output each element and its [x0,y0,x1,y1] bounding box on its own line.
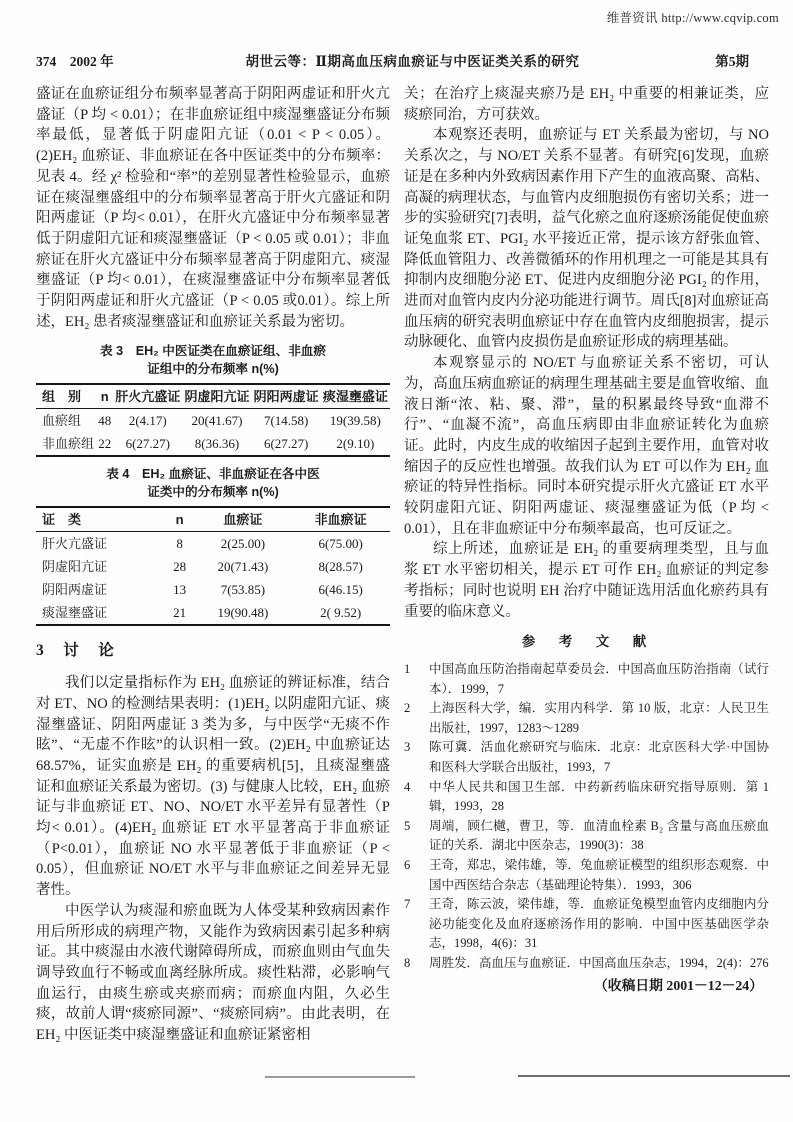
table-cell: 2(9.10) [321,432,390,456]
table-row [36,601,390,625]
reference-text: 陈可冀．活血化瘀研究与临床．北京：北京医科大学·中国协和医科大学联合出版社，1993，7 [429,740,769,774]
right-column [404,84,769,1046]
issue-number: 第5期 [715,54,749,69]
table-cell: 痰湿壅盛证 [36,601,165,625]
table-cell: 28 [173,558,187,574]
reference-text: 王奇，陈云波，梁伟雄，等．血瘀证兔模型血管内皮细胞内分泌功能变化及血府逐瘀汤作用的影响．中国中医基础医学杂志，1998，4(6)：31 [429,897,769,951]
table-cell: 血瘀组 [42,412,82,428]
table-header-cell: n [165,507,195,532]
reference-number: 8 [404,955,411,970]
table-cell: 6(46.15) [318,581,363,597]
table-row [36,578,390,601]
table-cell: 肝火亢盛证 [42,535,108,551]
table3-header-row [36,384,390,409]
table-cell: 20(41.67) [191,412,243,428]
table3-caption-line2: 证组中的分布频率 n(%) [147,361,279,376]
body-paragraph: 我们以定量指标作为 EH₂ 血瘀证的辨证标准，结合对 ET、NO 的检测结果表明：(1)EH₂ 以阴虚阳亢证、痰湿壅盛证、阴阳两虚证 3 类为多，与中医学“无痰不作眩”、“无虚不作眩”的认识相一致。(2)EH₂ 中血瘀证达 68.57%，证实血瘀是 EH₂ 的重要病机[5]，且痰湿壅盛证和血瘀证关系最为密切。(3) 与健康人比较，EH₂ 血瘀证与非血瘀证 ET、NO、NO/ET 水平差异有显著性（P 均< 0.01）。(4)EH₂ 血瘀证 ET 水平显著高于非血瘀证（P<0.01），血瘀证 NO 水平显著低于非血瘀证（P < 0.05），但血瘀证 NO/ET 水平与非血瘀证之间差异无显著性。 [36,675,390,899]
table-cell: 8(28.57) [318,558,363,574]
reference-number: 6 [404,857,411,872]
table-header-cell: 肝火亢盛证 [113,384,182,409]
scan-artifact-line [265,1076,415,1078]
table-row [36,409,390,433]
table-header-cell: 证 类 [36,507,165,532]
body-paragraph: 盛证在血瘀证组分布频率显著高于阴阳两虚证和肝火亢盛证（P 均 < 0.01）；在非血瘀证组中痰湿壅盛证分布频率最低，显著低于阴虚阳亢证（0.01 < P < 0.05）。(2)EH₂ 血瘀证、非血瘀证在各中医证类中的分布频率：见表 4。经 χ² 检验和“率”的差别显著性检验显示，血瘀证在痰湿壅盛组中的分布频率显著高于肝火亢盛证和阴阳两虚证（P 均< 0.01），在肝火亢盛证中分布频率显著低于阴虚阳亢证和痰湿壅盛证（P < 0.05 或 0.01）；非血瘀证在肝火亢盛证中分布频率显著高于阴虚阳亢、痰湿壅盛证（P 均< 0.01），在痰湿壅盛证中分布频率显著低于阴阳两虚证和肝火亢盛证（P < 0.05 或0.01）。综上所述，EH₂ 患者痰湿壅盛证和血瘀证关系最为密切。 [36,86,390,330]
scan-artifact-line [518,1075,790,1077]
reference-item [404,660,769,699]
table-cell: 2(4.17) [128,412,167,428]
reference-text: 王奇，郑忠，梁伟雄，等．兔血瘀证模型的组织形态观察．中国中西医结合杂志（基础理论特集）．1993，306 [429,857,769,892]
reference-item [404,738,769,777]
table-header-cell: 非血瘀证 [291,507,390,532]
body-paragraph: 中医学认为痰湿和瘀血既为人体受某种致病因素作用后所形成的病理产物，又能作为致病因素引起多种病证。其中痰湿由水液代谢障碍所成，而瘀血则由气血失调导致血行不畅或血离经脉所成。痰性粘滞，必影响气血运行，由痰生瘀或夹瘀而病；而瘀血内阻，久必生痰，故前人谓“痰瘀同源”、“痰瘀同病”。由此表明，在 EH₂ 中医证类中痰湿壅盛证和血瘀证紧密相 [36,902,390,1044]
body-paragraph: 综上所述，血瘀证是 EH₂ 的重要病理类型，且与血浆 ET 水平密切相关，提示 ET 可作 EH₂ 血瘀证的判定参考指标；同时也说明 EH 治疗中随证选用活血化瘀药具有重要的临床意义。 [404,541,769,620]
table-cell: 13 [173,581,187,597]
table-cell: 8(36.36) [182,432,251,456]
reference-number: 7 [404,897,411,912]
table4-header-row [36,507,390,532]
table-row [36,555,390,578]
reference-item [404,856,769,895]
reference-text: 中国高血压防治指南起草委员会．中国高血压防治指南（试行本）．1999，7 [429,661,769,696]
body-paragraph: 本观察还表明，血瘀证与 ET 关系最为密切，与 NO 关系次之，与 NO/ET 关系不显著。有研究[6]发现，血瘀证是在多种内外致病因素作用下产生的血液高聚、高粘、高凝的病理状态，与血管内皮细胞损伤有密切关系；进一步的实验研究[7]表明，益气化瘀之血府逐瘀汤能促使血瘀证兔血浆 ET、PGI₂ 水平接近正常，提示该方舒张血管、降低血管阻力、改善微循环的作用机理之一可能是其具有抑制内皮细胞分泌 ET、促进内皮细胞分泌 PGI₂ 的作用，进而对血管内皮内分泌功能进行调节。周氏[8]对血瘀证高血压病的研究表明血瘀证中存在血管内皮细胞损害，提示动脉硬化、血管内皮损伤是血瘀证形成的病理基础。 [404,127,769,351]
table4-caption-line2: 证类中的分布频率 n(%) [147,484,279,499]
table-header-cell: 组 别 [36,384,96,409]
body-paragraph: 本观察显示的 NO/ET 与血瘀证关系不密切，可认为，高血压病血瘀证的病理生理基础主要是血管收缩、血液日渐“浓、粘、聚、滞”，量的积累最终导致“血滞不行”、“血凝不流”，高血压病即由非血瘀证转化为血瘀证。此时，内皮生成的收缩因子起到主要作用，血管对收缩因子的反应性也增强。故我们认为 ET 可以作为 EH₂ 血瘀证的特异性指标。同时本研究提示肝火亢盛证 ET 水平较阴虚阳亢证、阴阳两虚证、痰湿壅盛证为低（P 均 < 0.01），且在非血瘀证中分布频率最高，也可反证之。 [404,355,769,537]
table-header-cell: 阴阳两虚证 [252,384,321,409]
reference-item [404,895,769,954]
body-paragraph: 关；在治疗上痰湿夹瘀乃是 EH₂ 中重要的相兼证类，应痰瘀同治，方可获效。 [404,86,769,123]
reference-item [404,778,769,817]
table3 [36,383,390,457]
reference-number: 1 [404,661,411,676]
table-cell: 7(53.85) [220,581,266,597]
table-cell: 8 [176,535,183,551]
table-cell: 6(27.27) [113,432,182,456]
reference-item [404,954,769,974]
table-cell: 阴阳两虚证 [42,581,108,597]
table4-caption-line1: 表 4 EH₂ 血瘀证、非血瘀证在各中医 [106,467,320,482]
table-header-cell: 阴虚阳亢证 [182,384,251,409]
table-cell: 20(71.43) [217,558,269,574]
cqvip-watermark: 维普资讯 http://www.cqvip.com [606,11,779,25]
references-heading: 参 考 文 献 [521,634,652,650]
table-header-cell: 血瘀证 [195,507,292,532]
reference-text: 周端，顾仁樾，曹卫，等．血清血栓素 B₂ 含量与高血压瘀血证的关系．湖北中医杂志，1990(3)：38 [429,818,769,853]
table-cell: 22 [96,432,113,456]
table-cell: 6(75.00) [318,535,363,551]
running-title: 胡世云等：Ⅱ期高血压病血瘀证与中医证类关系的研究 [245,54,580,69]
table-cell: 非血瘀组 [36,432,96,456]
table-cell: 19(90.48) [195,601,292,625]
table-row [36,432,390,456]
reference-text: 中华人民共和国卫生部．中药新药临床研究指导原则．第 1 辑，1993，28 [429,779,769,814]
table3-caption-line1: 表 3 EH₂ 中医证类在血瘀证组、非血瘀 [100,344,326,359]
table-cell: 2(25.00) [220,535,266,551]
table4 [36,506,390,626]
reference-number: 2 [404,701,411,716]
two-column-body [36,84,769,1046]
section-heading-discussion: 3 讨 论 [36,642,116,660]
table-cell: 7(14.58) [263,412,309,428]
left-column [36,84,390,1046]
table-cell: 阴虚阳亢证 [42,558,108,574]
table-cell: 6(27.27) [252,432,321,456]
running-header [36,50,767,70]
table-header-cell: n [96,384,113,409]
table-cell: 48 [98,412,112,428]
reference-text: 周胜发．高血压与血瘀证．中国高血压杂志，1994，2(4)：276 [429,955,769,970]
received-date: （收稿日期 2001－12－24） [593,978,763,994]
table-cell: 19(39.58) [329,412,381,428]
reference-number: 3 [404,740,411,755]
reference-number: 5 [404,818,411,833]
table-header-cell: 痰湿壅盛证 [321,384,390,409]
table-row [36,532,390,556]
table-cell: 21 [165,601,195,625]
reference-item [404,817,769,856]
reference-text: 上海医科大学，编．实用内科学．第 10 版，北京：人民卫生出版社，1997，1283～1289 [429,701,769,735]
reference-number: 4 [404,779,411,794]
reference-item [404,699,769,738]
page-number-year: 374 2002 年 [36,54,114,69]
table-cell: 2( 9.52) [291,601,390,625]
